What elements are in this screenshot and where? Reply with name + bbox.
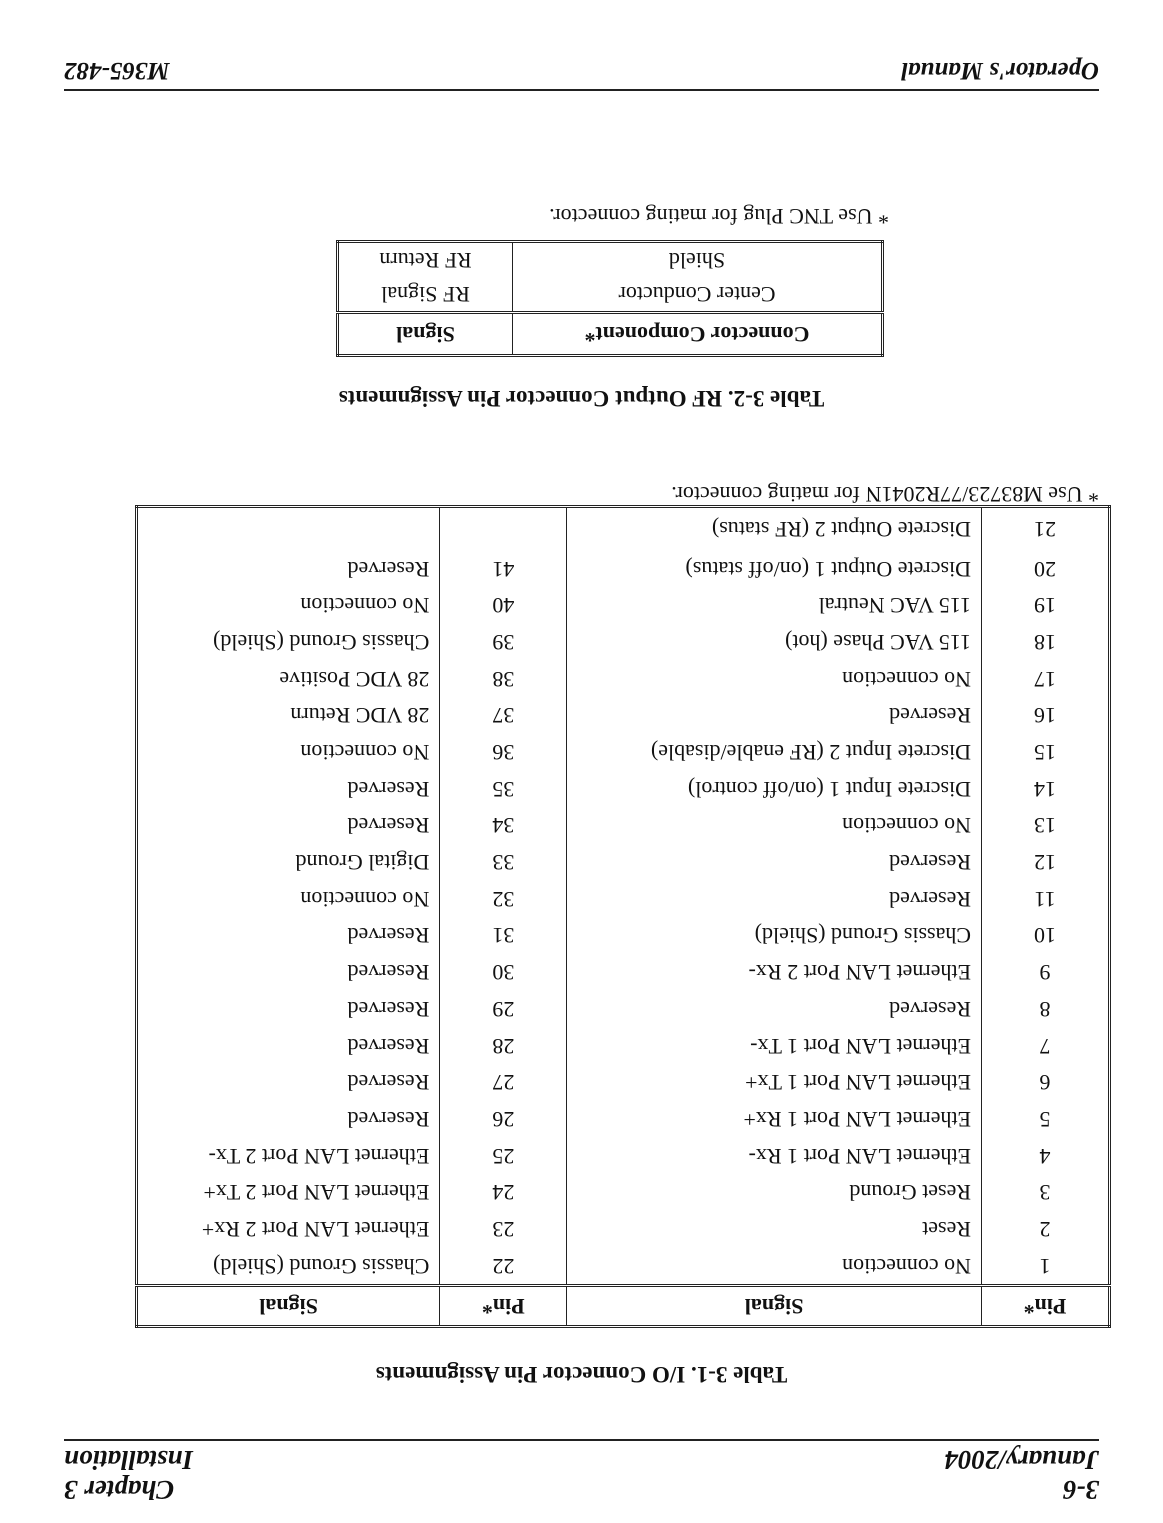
- pin-cell: 1: [982, 1247, 1110, 1285]
- pin-cell: 28: [440, 1027, 567, 1064]
- col-signal-1: Signal: [567, 1286, 982, 1327]
- table-row: [137, 1027, 1110, 1064]
- signal-cell: Ethernet LAN Port 1 Tx-: [567, 1027, 982, 1064]
- signal-cell: Discrete Input 1 (on/off control): [567, 770, 982, 807]
- pin-cell: [440, 507, 567, 551]
- table-header-row: [338, 313, 883, 356]
- table-row: [137, 1101, 1110, 1138]
- signal-cell: No connection: [567, 660, 982, 697]
- table-row: [137, 550, 1110, 587]
- footer-rule: [64, 89, 1099, 91]
- table2-note: * Use TNC Plug for mating connector.: [549, 204, 889, 229]
- signal-cell: Ethernet LAN Port 1 Tx+: [567, 1064, 982, 1101]
- pin-cell: 4: [982, 1137, 1110, 1174]
- signal-cell: Reserved: [137, 991, 440, 1028]
- signal-cell: Reserved: [137, 1064, 440, 1101]
- signal-cell: Reserved: [567, 697, 982, 734]
- pin-cell: 38: [440, 660, 567, 697]
- table-row: [137, 844, 1110, 881]
- table-row: [137, 507, 1110, 551]
- signal-cell: Reserved: [137, 770, 440, 807]
- signal-cell: 28 VDC Return: [137, 697, 440, 734]
- pin-cell: 15: [982, 734, 1110, 771]
- pin-cell: 22: [440, 1247, 567, 1285]
- signal-cell: Chassis Ground (Shield): [567, 917, 982, 954]
- signal-cell: No connection: [567, 1247, 982, 1285]
- signal-cell: Ethernet LAN Port 1 Rx-: [567, 1137, 982, 1174]
- document-date: January/2004: [944, 1445, 1099, 1475]
- pin-cell: 40: [440, 587, 567, 624]
- header-rule: [64, 1439, 1099, 1441]
- pin-cell: 20: [982, 550, 1110, 587]
- table-row: [137, 660, 1110, 697]
- pin-cell: 27: [440, 1064, 567, 1101]
- pin-cell: 25: [440, 1137, 567, 1174]
- pin-cell: 9: [982, 954, 1110, 991]
- table-row: [137, 734, 1110, 771]
- header-right: [64, 1445, 193, 1505]
- table-row: [137, 587, 1110, 624]
- signal-cell: Reserved: [137, 807, 440, 844]
- signal-cell: Reserved: [137, 917, 440, 954]
- signal-cell: Reserved: [567, 844, 982, 881]
- signal-cell: Chassis Ground (Shield): [137, 1247, 440, 1285]
- signal-cell: Discrete Input 2 (RF enable/disable): [567, 734, 982, 771]
- signal-cell: Reserved: [567, 991, 982, 1028]
- signal-cell: No connection: [137, 587, 440, 624]
- io-pin-table: [135, 505, 1111, 1328]
- pin-cell: 30: [440, 954, 567, 991]
- signal-cell: No connection: [567, 807, 982, 844]
- table-row: [338, 242, 883, 278]
- pin-cell: 5: [982, 1101, 1110, 1138]
- pin-cell: 10: [982, 917, 1110, 954]
- page-number: 3-6: [1063, 1475, 1099, 1505]
- table-header-row: [137, 1286, 1110, 1327]
- col-component: Connector Component*: [513, 313, 883, 356]
- pin-cell: 23: [440, 1211, 567, 1248]
- table-row: [137, 917, 1110, 954]
- signal-cell: Ethernet LAN Port 2 Rx-: [567, 954, 982, 991]
- pin-cell: 13: [982, 807, 1110, 844]
- pin-cell: 41: [440, 550, 567, 587]
- col-pin-2: Pin*: [440, 1286, 567, 1327]
- signal-cell: Reserved: [137, 1101, 440, 1138]
- pin-cell: 26: [440, 1101, 567, 1138]
- signal-cell: No connection: [137, 734, 440, 771]
- pin-cell: 17: [982, 660, 1110, 697]
- signal-cell: Ethernet LAN Port 2 Rx+: [137, 1211, 440, 1248]
- pin-cell: 11: [982, 880, 1110, 917]
- signal-cell: Discrete Output 1 (on/off status): [567, 550, 982, 587]
- pin-cell: 29: [440, 991, 567, 1028]
- table-row: [137, 1064, 1110, 1101]
- signal-cell: Ethernet LAN Port 2 Tx+: [137, 1174, 440, 1211]
- signal-cell: 115 VAC Neutral: [567, 587, 982, 624]
- footer-left: Operator's Manual: [901, 57, 1099, 84]
- table-row: [338, 277, 883, 313]
- table-row: [137, 1211, 1110, 1248]
- signal-cell: Reset: [567, 1211, 982, 1248]
- table-row: [137, 697, 1110, 734]
- signal-cell: [137, 507, 440, 551]
- signal-cell: RF Return: [338, 242, 513, 278]
- component-cell: Shield: [513, 242, 883, 278]
- pin-cell: 24: [440, 1174, 567, 1211]
- pin-cell: 18: [982, 624, 1110, 661]
- pin-cell: 37: [440, 697, 567, 734]
- signal-cell: No connection: [137, 880, 440, 917]
- pin-cell: 33: [440, 844, 567, 881]
- col-pin-1: Pin*: [982, 1286, 1110, 1327]
- pin-cell: 3: [982, 1174, 1110, 1211]
- pin-cell: 7: [982, 1027, 1110, 1064]
- table1-caption: Table 3-1. I/O Connector Pin Assignments: [375, 1362, 788, 1387]
- signal-cell: Discrete Output 2 (RF status): [567, 507, 982, 551]
- table1-note: * Use M83723/77R2041N for mating connector.: [671, 482, 1099, 507]
- pin-cell: 36: [440, 734, 567, 771]
- signal-cell: 28 VDC Positive: [137, 660, 440, 697]
- col-signal: Signal: [338, 313, 513, 356]
- pin-cell: 6: [982, 1064, 1110, 1101]
- table-row: [137, 991, 1110, 1028]
- pin-cell: 35: [440, 770, 567, 807]
- pin-cell: 19: [982, 587, 1110, 624]
- rf-pin-table: [336, 240, 884, 357]
- pin-cell: 2: [982, 1211, 1110, 1248]
- chapter-title: Installation: [64, 1445, 194, 1475]
- signal-cell: Ethernet LAN Port 1 Rx+: [567, 1101, 982, 1138]
- footer-right: M365-482: [64, 57, 170, 84]
- col-signal-2: Signal: [137, 1286, 440, 1327]
- component-cell: Center Conductor: [513, 277, 883, 313]
- signal-cell: Reserved: [137, 954, 440, 991]
- table-row: [137, 624, 1110, 661]
- table-row: [137, 807, 1110, 844]
- pin-cell: 32: [440, 880, 567, 917]
- signal-cell: Ethernet LAN Port 2 Tx-: [137, 1137, 440, 1174]
- signal-cell: Reset Ground: [567, 1174, 982, 1211]
- header-left: [944, 1445, 1099, 1505]
- pin-cell: 21: [982, 507, 1110, 551]
- chapter-label: Chapter 3: [64, 1475, 175, 1505]
- table-row: [137, 1247, 1110, 1285]
- signal-cell: RF Signal: [338, 277, 513, 313]
- pin-cell: 16: [982, 697, 1110, 734]
- pin-cell: 39: [440, 624, 567, 661]
- signal-cell: Chassis Ground (Shield): [137, 624, 440, 661]
- table2-caption: Table 3-2. RF Output Connector Pin Assignments: [338, 386, 825, 411]
- pin-cell: 14: [982, 770, 1110, 807]
- signal-cell: Digital Ground: [137, 844, 440, 881]
- table-row: [137, 954, 1110, 991]
- pin-cell: 8: [982, 991, 1110, 1028]
- table-row: [137, 880, 1110, 917]
- pin-cell: 12: [982, 844, 1110, 881]
- table-row: [137, 770, 1110, 807]
- signal-cell: Reserved: [137, 1027, 440, 1064]
- pin-cell: 31: [440, 917, 567, 954]
- table-row: [137, 1174, 1110, 1211]
- table-row: [137, 1137, 1110, 1174]
- pin-cell: 34: [440, 807, 567, 844]
- signal-cell: Reserved: [137, 550, 440, 587]
- signal-cell: Reserved: [567, 880, 982, 917]
- signal-cell: 115 VAC Phase (hot): [567, 624, 982, 661]
